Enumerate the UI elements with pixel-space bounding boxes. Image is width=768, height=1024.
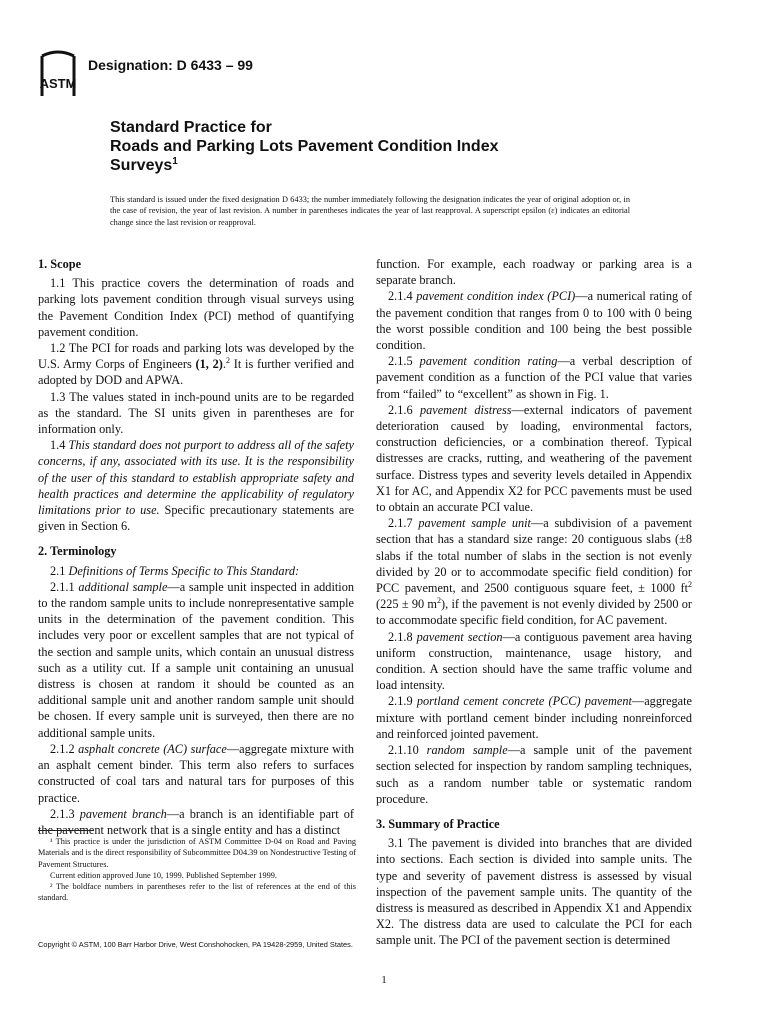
- p1-4-text: Specific precautionary statements are given in Section 6.: [38, 503, 355, 534]
- p1-2-ref: (1, 2): [195, 357, 223, 372]
- p2-1-4-num: 2.1.4: [388, 289, 413, 304]
- p1-2-text-b: It is further verified and adopted by DOD and APWA.: [38, 357, 355, 388]
- term-random-sample: random sample: [426, 743, 508, 758]
- title-footnote-mark: 1: [172, 156, 178, 167]
- paragraph-3-1: 3.1 The pavement is divided into branches that are divided into sections. Each section is divided into sample units. The type and severity of pavement distress is assessed by visual inspection of the pavement sample units. The quantity of the distress is measured as described in Appendix X1 and Appendix X2. The distress data are used to calculate the PCI for each sample unit. The PCI of the pavement section is determined: [376, 836, 692, 948]
- title-line-2: Roads and Parking Lots Pavement Condition Index: [110, 138, 499, 155]
- p2-1-6-text: —external indicators of pavement deterioration caused by loading, environmental factors, construction deficiencies, or a combination thereof. Typical distresses are cracks, rutting, and weathering of the pavement surface. Distress types and severity levels detailed in Appendix X1 for AC, and Appendix X2 for PCC pavements must be used to obtain an accurate PCI value.: [376, 402, 692, 515]
- p2-1-6-num: 2.1.6: [388, 402, 413, 417]
- p2-1-num: 2.1: [50, 563, 66, 578]
- p2-1-9-text: —aggregate mixture with portland cement binder including nonreinforced and reinforced jointed pavement.: [376, 694, 693, 741]
- p2-1-10-num: 2.1.10: [388, 743, 419, 758]
- p2-1-5-num: 2.1.5: [388, 354, 413, 369]
- p2-1-7-sup-1: 2: [688, 580, 692, 590]
- section-heading-scope: 1. Scope: [38, 257, 82, 271]
- p2-1-italic: Definitions of Terms Specific to This Standard:: [68, 563, 300, 578]
- p1-2-sup: 2: [225, 356, 230, 366]
- page-number: 1: [381, 974, 387, 986]
- p2-1-1-num: 2.1.1: [50, 579, 75, 594]
- p1-2-text: 1.2 The PCI for roads and parking lots was developed by the U.S. Army Corps of Engineers: [38, 341, 354, 372]
- svg-text:ASTM: ASTM: [39, 76, 77, 91]
- copyright-line: Copyright © ASTM, 100 Barr Harbor Drive, West Conshohocken, PA 19428-2959, United States.: [38, 940, 353, 949]
- term-pcc-pavement: portland cement concrete (PCC) pavement: [416, 694, 632, 709]
- astm-logo: [38, 48, 78, 100]
- p2-1-4-text: —a numerical rating of the pavement condition that ranges from 0 to 100 with 0 being the worst possible condition and 100 being the best possible condition.: [376, 289, 692, 353]
- paragraph-1-4: [38, 437, 354, 534]
- term-pavement-section: pavement section: [416, 629, 503, 644]
- title-line-1: Standard Practice for: [110, 119, 272, 136]
- p2-1-8-text: —a contiguous pavement area having uniform construction, maintenance, usage history, and condition. A section should have the same traffic volume and load intensity.: [376, 629, 692, 693]
- term-pavement-branch: pavement branch: [79, 806, 167, 821]
- term-pavement-distress: pavement distress: [419, 402, 512, 417]
- p2-1-9-num: 2.1.9: [388, 694, 413, 709]
- term-condition-rating: pavement condition rating: [419, 354, 558, 369]
- paragraph-2-1: [38, 563, 354, 579]
- paragraph-1-2: 1.2 The PCI for roads and parking lots was developed by the U.S. Army Corps of Engineers (1, 2).$^2$ It is further verified and adopted by DOD and APWA.: [38, 341, 355, 388]
- designation: Designation: D 6433 – 99: [88, 57, 253, 73]
- paragraph-1-3: 1.3 The values stated in inch-pound units are to be regarded as the standard. The SI units given in parentheses are for information only.: [38, 389, 354, 437]
- p2-1-2-text: —aggregate mixture with an asphalt cement binder. This term also refers to surfaces constructed of coal tars and natural tars for purposes of this practice.: [38, 741, 355, 805]
- p1-4-num: 1.4: [50, 438, 66, 453]
- paragraph-2-1-7: [376, 515, 692, 628]
- footnote-1-edition: Current edition approved June 10, 1999. Published September 1999.: [50, 870, 277, 880]
- title-line-3-text: Surveys: [110, 157, 173, 174]
- paragraph-2-1-1: [38, 579, 354, 741]
- title-line-3: [110, 156, 499, 175]
- right-column: [376, 256, 692, 949]
- p2-1-3-text: —a branch is an identifiable part of the pavement network that is a single entity and has a distinct: [38, 806, 355, 837]
- paragraph-2-1-3-cont: function. For example, each roadway or parking area is a separate branch.: [376, 257, 692, 288]
- p2-1-2-num: 2.1.2: [50, 741, 75, 756]
- paragraph-2-1-4: [376, 288, 692, 353]
- term-asphalt-concrete: asphalt concrete (AC) surface: [78, 741, 227, 756]
- paragraph-2-1-3: [38, 806, 354, 838]
- section-heading-summary: 3. Summary of Practice: [376, 816, 500, 831]
- p2-1-8-num: 2.1.8: [388, 629, 413, 644]
- footnote-divider: [38, 830, 94, 831]
- term-pci: pavement condition index (PCI): [416, 289, 576, 304]
- document-title: [110, 118, 499, 175]
- footnotes: [38, 836, 356, 904]
- section-heading-terminology: 2. Terminology: [38, 544, 117, 559]
- p1-4-italic: This standard does not purport to address all of the safety concerns, if any, associated with its use. It is the responsibility of the user of this standard to establish appropriate safety and health practices and determine the applicability of regulatory limitations prior to use.: [38, 438, 354, 518]
- paragraph-2-1-8: [376, 629, 692, 694]
- term-sample-unit: pavement sample unit: [418, 516, 531, 531]
- paragraph-2-1-10: [376, 742, 692, 807]
- p2-1-7-sup-2: 2: [437, 596, 441, 606]
- issuance-notice: This standard is issued under the fixed designation D 6433; the number immediately following the designation indicates the year of original adoption or, in the case of revision, the year of last revision. A number in parentheses indicates the year of last reapproval. A superscript epsilon (ε) indicates an editorial change since the last revision or reapproval.: [110, 195, 630, 227]
- p2-1-7-text-c: ), if the pavement is not evenly divided by 2500 or to accommodate specific field condition, for AC pavement.: [376, 597, 693, 628]
- p2-1-7-num: 2.1.7: [388, 516, 413, 531]
- paragraph-1-1: 1.1 This practice covers the determination of roads and parking lots pavement condition through visual surveys using the Pavement Condition Index (PCI) method of quantifying pavement condition.: [38, 276, 354, 339]
- p2-1-7-text-a: —a subdivision of a pavement section that has a standard size range: 20 contiguous slabs (±8 slabs if the total number of slabs in the section is not evenly divided by 20 or to accommodate specific field condition) for PCC pavement, and 2500 contiguous square feet, ± 1000 ft: [376, 516, 693, 596]
- left-column: [38, 256, 354, 838]
- p2-1-5-text: —a verbal description of pavement condition as a function of the PCI value that varies from “failed” to “excellent” as shown in Fig. 1.: [376, 354, 692, 401]
- paragraph-2-1-5: [376, 353, 692, 402]
- p2-1-10-text: —a sample unit of the pavement section selected for inspection by random sampling techniques, such as a random number table or systematic random procedure.: [376, 743, 693, 806]
- paragraph-2-1-9: [376, 693, 692, 742]
- footnote-2: ² The boldface numbers in parentheses refer to the list of references at the end of this standard.: [38, 882, 356, 903]
- paragraph-2-1-6: [376, 402, 692, 515]
- term-additional-sample: additional sample: [78, 579, 168, 594]
- p2-1-3-num: 2.1.3: [50, 806, 75, 821]
- p2-1-7-text-b: (225 ± 90 m: [376, 597, 437, 612]
- p2-1-1-text: —a sample unit inspected in addition to the random sample units to include nonrepresentative sample units in the determination of the pavement condition. This includes very poor or excellent samples that are not typical of the section and sample units, which contain an unusual distress such as a utility cut. If a sample unit containing an unusual distress is chosen at random it should be counted as an additional sample unit and another random sample unit should be chosen. If every sample unit is surveyed, then there are no additional sample units.: [38, 579, 355, 740]
- paragraph-2-1-2: [38, 741, 354, 806]
- footnote-1: ¹ This practice is under the jurisdiction of ASTM Committee D-04 on Road and Paving Materials and is the direct responsibility of Subcommittee D04.39 on Nondestructive Testing of Pavement Structures.: [38, 837, 356, 869]
